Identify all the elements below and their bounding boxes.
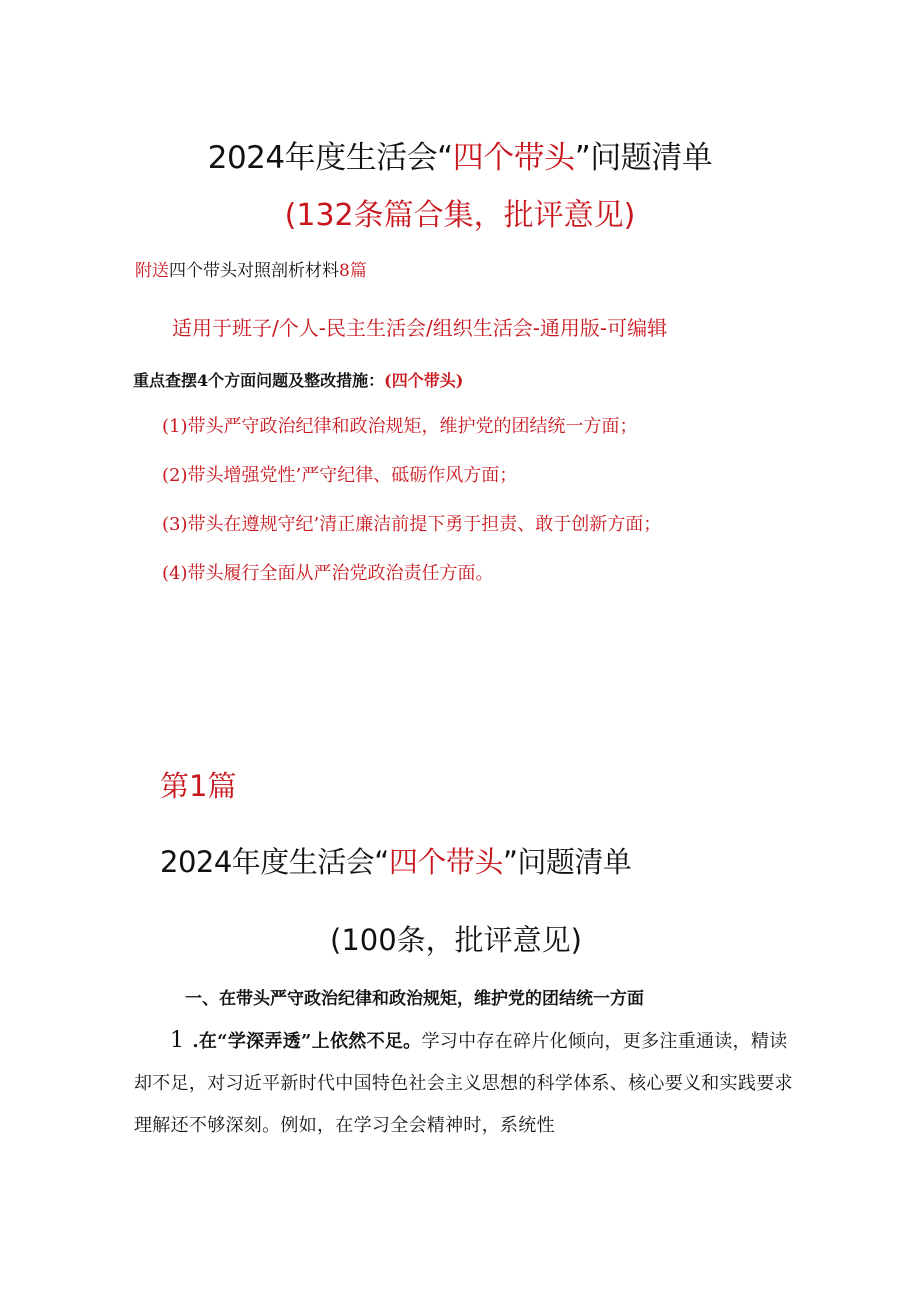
key-points-heading (133, 368, 463, 391)
paragraph-number: 1 (170, 1028, 185, 1053)
applies-note: 适用于班子/个人-民主生活会/组织生活会-通用版-可编辑 (172, 316, 668, 340)
part-subtitle: (100条，批评意见) (330, 923, 582, 957)
cover-subtitle: (132条篇合集，批评意见) (284, 198, 636, 233)
paragraph-body: 学习中存在碎片化倾向，更多注重通读，精读却不足，对习近平新时代中国特色社会主义思想的科学体系、核心要义和实践要求理解还不够深刻。例如，在学习全会精神时，系统性 (134, 1031, 793, 1136)
paragraph-lead: .在“学深弄透”上依然不足。 (192, 1031, 422, 1052)
section-heading: 一、在带头严守政治纪律和政治规矩，维护党的团结统一方面 (185, 989, 644, 1009)
gift-note-prefix: 附送 (135, 261, 169, 281)
part-title-prefix: 2024年度生活会“ (160, 845, 389, 879)
part-title (160, 840, 631, 881)
key-points-label: 重点查摆4个方面问题及整改措施： (133, 371, 385, 390)
cover-title-suffix: ”问题清单 (574, 140, 713, 176)
part-title-highlight: 四个带头 (388, 845, 503, 879)
key-point-item: (3)带头在遵规守纪’清正廉洁前提下勇于担责、敢于创新方面； (162, 514, 662, 535)
part-label: 第1篇 (160, 769, 237, 803)
part-title-suffix: ”问题清单 (502, 845, 632, 879)
gift-note-count: 8篇 (339, 261, 367, 281)
cover-title (0, 132, 920, 177)
cover-title-prefix: 2024年度生活会“ (207, 140, 453, 176)
key-points-tag: (四个带头) (384, 371, 464, 390)
gift-note (135, 256, 367, 281)
gift-note-body: 四个带头对照剖析材料 (169, 261, 339, 281)
key-point-item: (1)带头严守政治纪律和政治规矩，维护党的团结统一方面； (162, 416, 638, 437)
key-point-item: (4)带头履行全面从严治党政治责任方面。 (162, 563, 494, 584)
cover-title-highlight: 四个带头 (452, 140, 575, 176)
body-paragraph (134, 1020, 794, 1147)
key-point-item: (2)带头增强党性’严守纪律、砥砺作风方面； (162, 465, 518, 486)
